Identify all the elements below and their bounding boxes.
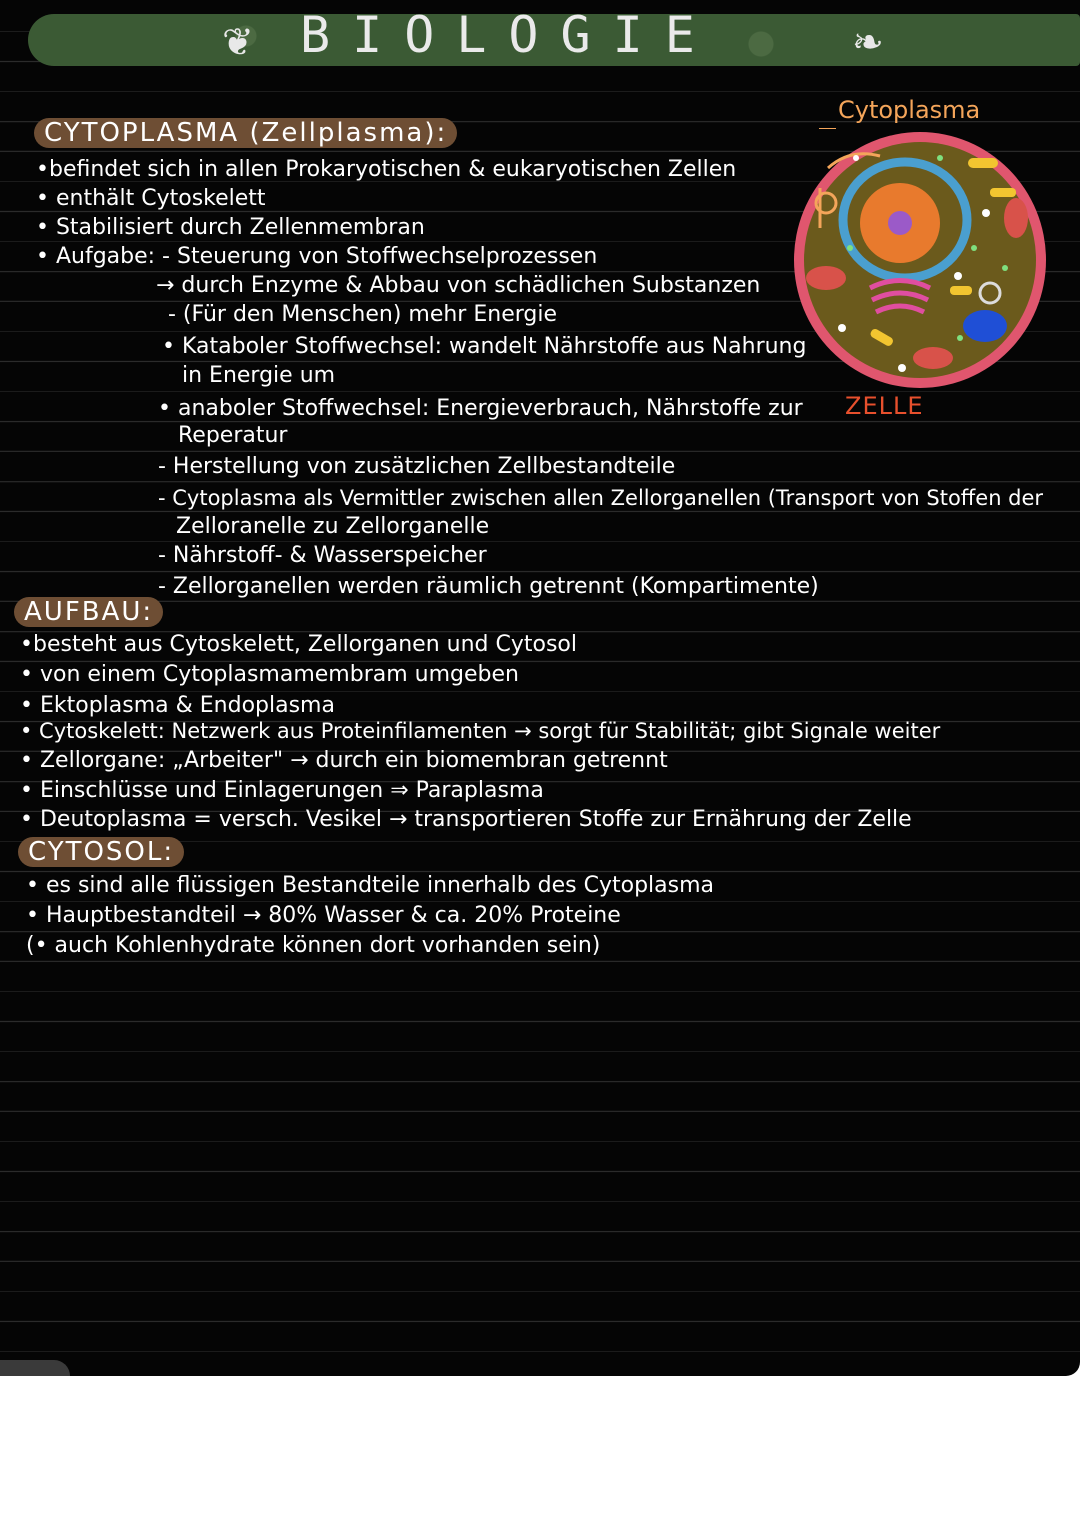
vesicle — [954, 272, 962, 280]
vesicle — [982, 209, 990, 217]
note-line: - Nährstoff- & Wasserspeicher — [158, 543, 487, 568]
note-line: • Deutoplasma = versch. Vesikel → transportieren Stoffe zur Ernährung der Zelle — [20, 807, 912, 832]
note-line: • Kataboler Stoffwechsel: wandelt Nährstoffe aus Nahrung — [162, 334, 807, 359]
page-title: BIOLOGIE — [300, 6, 717, 64]
cytoplasm-body — [804, 142, 1036, 378]
mitochondrion — [1004, 198, 1028, 238]
cell-diagram — [790, 128, 1050, 393]
section-header-cytoplasma: CYTOPLASMA (Zellplasma): — [34, 118, 457, 148]
zelle-label: ZELLE — [845, 392, 924, 420]
note-line: •besteht aus Cytoskelett, Zellorganen und Cytosol — [20, 632, 578, 657]
note-line: Zelloranelle zu Zellorganelle — [176, 514, 490, 539]
ribosome — [847, 245, 853, 251]
leaf-icon: ❦ — [222, 20, 254, 64]
vacuole — [963, 310, 1007, 342]
note-line: • anaboler Stoffwechsel: Energieverbrauch, Nährstoffe zur — [158, 396, 803, 421]
note-line: - Herstellung von zusätzlichen Zellbestandteile — [158, 454, 676, 479]
note-line: - Cytoplasma als Vermittler zwischen allen Zellorganellen (Transport von Stoffen der — [158, 486, 1044, 510]
ribosome — [937, 155, 943, 161]
mitochondrion — [806, 266, 846, 290]
page-tab — [0, 1360, 70, 1376]
note-line: •befindet sich in allen Prokaryotischen & eukaryotischen Zellen — [36, 157, 737, 182]
mitochondrion — [913, 347, 953, 369]
note-line: • Cytoskelett: Netzwerk aus Proteinfilamenten → sorgt für Stabilität; gibt Signale weiter — [20, 719, 941, 743]
section-header-cytosol: CYTOSOL: — [18, 837, 184, 867]
ribosome — [971, 245, 977, 251]
ribosome — [1002, 265, 1008, 271]
vesicle — [838, 324, 846, 332]
note-line: • Zellorgane: „Arbeiter" → durch ein biomembran getrennt — [20, 748, 668, 773]
note-line: (• auch Kohlenhydrate können dort vorhanden sein) — [26, 933, 601, 958]
cytoplasma-label: Cytoplasma — [838, 96, 981, 124]
nucleolus — [888, 211, 912, 235]
note-line: • es sind alle flüssigen Bestandteile innerhalb des Cytoplasma — [26, 873, 715, 898]
organelle — [950, 286, 972, 295]
note-line: • Aufgabe: - Steuerung von Stoffwechselprozessen — [36, 244, 598, 269]
note-line: Reperatur — [178, 423, 288, 448]
section-header-aufbau: AUFBAU: — [14, 597, 163, 627]
note-line: • Ektoplasma & Endoplasma — [20, 693, 335, 718]
note-line: • enthält Cytoskelett — [36, 186, 266, 211]
note-line: • Einschlüsse und Einlagerungen ⇒ Paraplasma — [20, 778, 544, 803]
sprout-icon: ❧ — [852, 20, 884, 64]
ribosome — [957, 335, 963, 341]
note-line: - (Für den Menschen) mehr Energie — [168, 302, 557, 327]
organelle — [990, 188, 1016, 197]
note-line: - Zellorganellen werden räumlich getrennt (Kompartimente) — [158, 574, 819, 599]
vesicle — [898, 364, 906, 372]
note-line: • Hauptbestandteil → 80% Wasser & ca. 20% Proteine — [26, 903, 621, 928]
note-line: → durch Enzyme & Abbau von schädlichen Substanzen — [156, 273, 761, 298]
note-line: • Stabilisiert durch Zellenmembran — [36, 215, 425, 240]
note-line: • von einem Cytoplasmamembram umgeben — [20, 662, 519, 687]
vesicle — [853, 155, 859, 161]
note-line: in Energie um — [182, 363, 336, 388]
organelle — [968, 158, 998, 168]
